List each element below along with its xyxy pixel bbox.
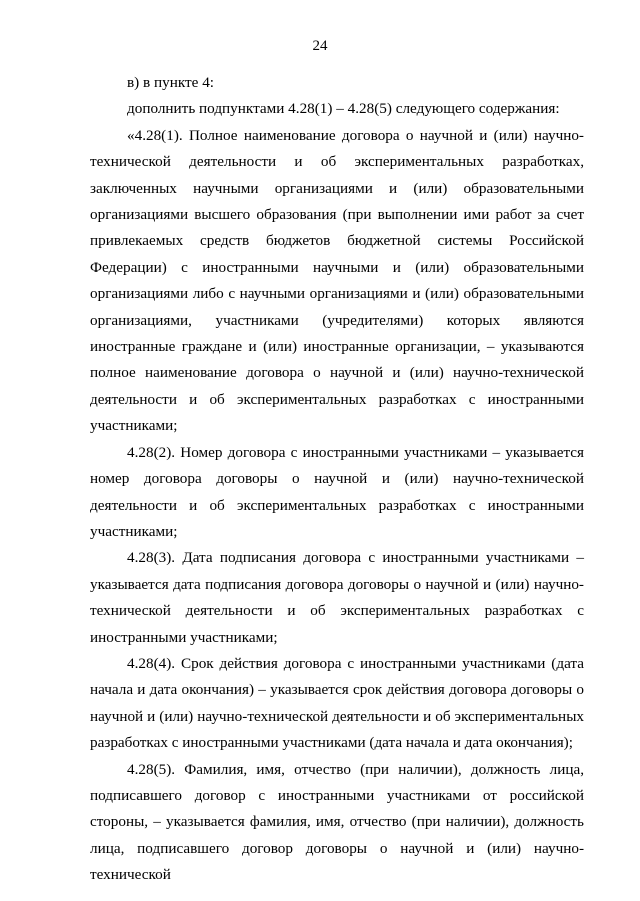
document-body [90, 70, 584, 889]
paragraph-4-28-3: 4.28(3). Дата подписания договора с иностранными участниками – указывается дата подписания договора договоры о научной и (или) научно-технической деятельности и об экспериментальных разработках с иностранными участниками; [90, 549, 584, 646]
paragraph-item-v: в) в пункте 4: [127, 74, 215, 91]
paragraph-4-28-1: «4.28(1). Полное наименование договора о научной и (или) научно-технической деятельности и об экспериментальных разработках, заключенных научными организациями и (или) образовательными организациями высшего образования (при выполнении ими работ за счет привлекаемых средств бюджетов бюджетной системы Российской Федерации) с иностранными научными и (или) образовательными организациями либо с научными организациями и (или) образовательными организациями, участниками (учредителями) которых являются иностранные граждане и (или) иностранные организации, – указываются полное наименование договора о научной и (или) научно-технической деятельности и об экспериментальных разработках с иностранными участниками; [90, 126, 584, 435]
paragraph-4-28-4: 4.28(4). Срок действия договора с иностранными участниками (дата начала и дата окончания) – указывается срок действия договора договоры о научной и (или) научно-технической деятельности и об экспериментальных разработках с иностранными участниками (дата начала и дата окончания); [90, 654, 584, 752]
paragraph-4-28-5: 4.28(5). Фамилия, имя, отчество (при наличии), должность лица, подписавшего договор с иностранными участниками от российской стороны, – указывается фамилия, имя, отчество (при наличии), должность лица, подписавшего договор договоры о научной и (или) научно-технической [90, 760, 584, 884]
page-number: 24 [312, 38, 328, 54]
paragraph-supplement-intro: дополнить подпунктами 4.28(1) – 4.28(5) следующего содержания: [127, 100, 560, 118]
paragraph-4-28-2: 4.28(2). Номер договора с иностранными участниками – указывается номер договора договоры о научной и (или) научно-технической деятельности и об экспериментальных разработках с иностранными участниками; [90, 443, 584, 540]
